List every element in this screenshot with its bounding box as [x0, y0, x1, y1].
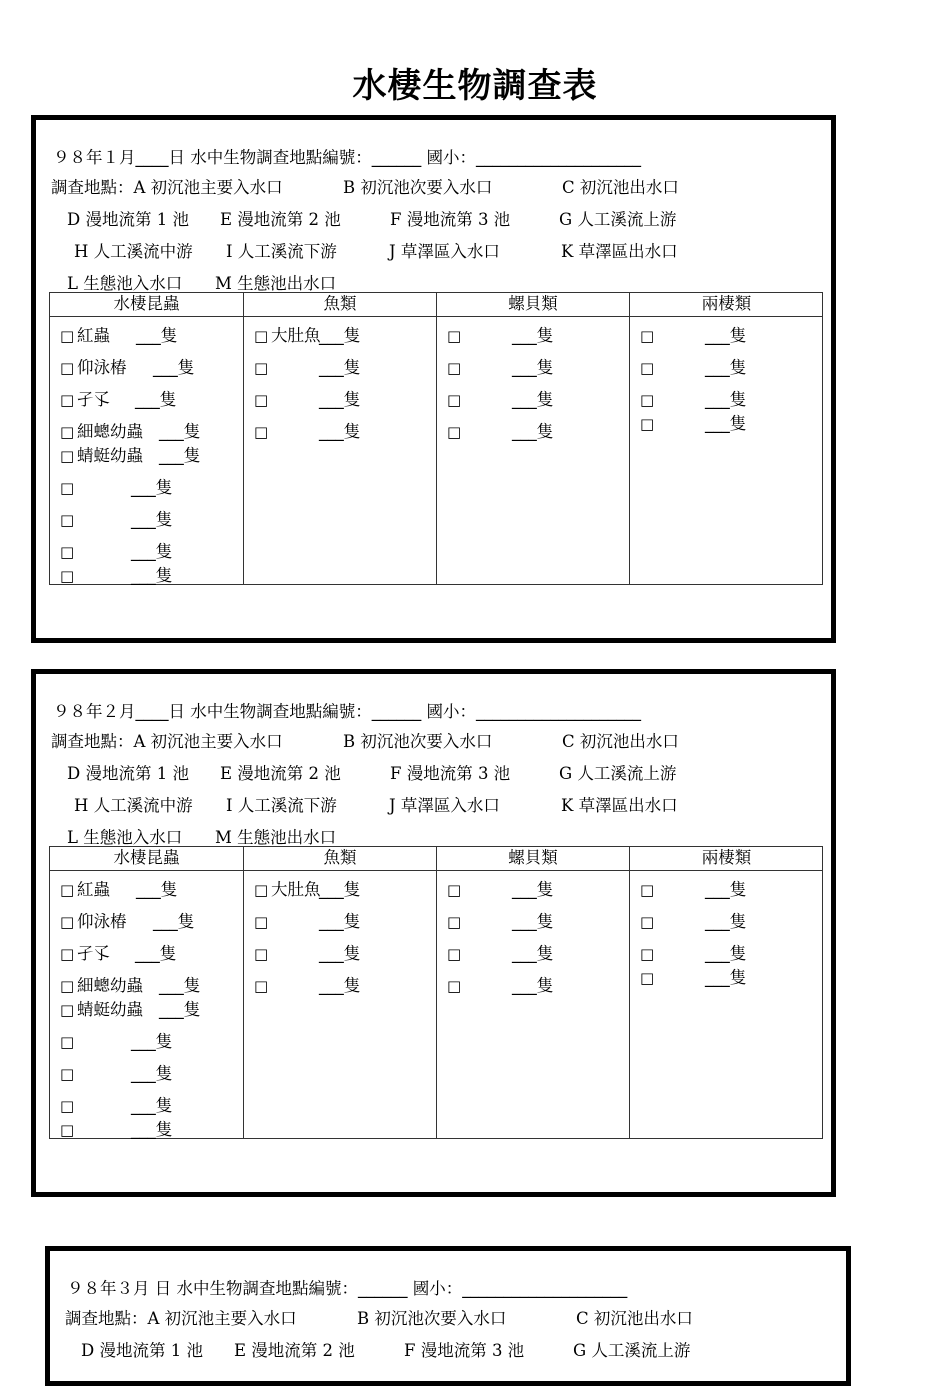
location-option: L 生態池入水口: [67, 274, 183, 293]
checkbox[interactable]: □: [254, 945, 269, 963]
table-row[interactable]: [60, 879, 239, 901]
checkbox[interactable]: □: [640, 945, 655, 963]
table-row[interactable]: [640, 325, 819, 347]
location-option: 調查地點：A 初沉池主要入水口: [51, 732, 283, 751]
table-row[interactable]: [60, 1063, 239, 1085]
count-blank[interactable]: ___隻: [131, 566, 173, 585]
table-row[interactable]: [60, 999, 239, 1021]
count-blank[interactable]: ___隻: [512, 390, 554, 409]
checkbox[interactable]: □: [254, 913, 269, 931]
location-option: B 初沉池次要入水口: [357, 1309, 507, 1328]
count-blank[interactable]: ___隻: [705, 358, 747, 377]
checkbox[interactable]: □: [447, 945, 462, 963]
count-blank[interactable]: ___隻: [705, 390, 747, 409]
count-blank[interactable]: ___隻: [705, 326, 747, 345]
checkbox[interactable]: □: [640, 327, 655, 345]
checkbox[interactable]: □: [447, 881, 462, 899]
table-row[interactable]: [254, 975, 432, 997]
species-count-table: [49, 292, 823, 585]
count-blank[interactable]: ___隻: [319, 880, 361, 899]
checkbox[interactable]: □: [60, 1121, 75, 1139]
count-blank[interactable]: ___隻: [319, 422, 361, 441]
table-row[interactable]: [60, 565, 239, 587]
table-row[interactable]: [640, 413, 819, 435]
checkbox[interactable]: □: [60, 447, 75, 465]
date-location-line[interactable]: ９８年１月____日 水中生物調查地點編號：______ 國小：____________________: [53, 148, 641, 167]
species-label: 大肚魚: [271, 880, 321, 899]
count-blank[interactable]: ___隻: [705, 414, 747, 433]
table-row[interactable]: [60, 1095, 239, 1117]
checkbox[interactable]: □: [60, 567, 75, 585]
table-column: [50, 847, 243, 1138]
table-row[interactable]: [254, 943, 432, 965]
species-count-table: [49, 846, 823, 1139]
location-option: E 漫地流第 2 池: [234, 1341, 355, 1360]
species-label: 蜻蜓幼蟲: [77, 1000, 143, 1019]
checkbox[interactable]: □: [254, 327, 269, 345]
table-row[interactable]: [60, 477, 239, 499]
table-row[interactable]: [60, 509, 239, 531]
location-option: 調查地點：A 初沉池主要入水口: [51, 178, 283, 197]
species-label: 孑孓: [77, 390, 110, 409]
checkbox[interactable]: □: [60, 511, 75, 529]
checkbox[interactable]: □: [447, 327, 462, 345]
checkbox[interactable]: □: [640, 913, 655, 931]
checkbox[interactable]: □: [640, 969, 655, 987]
location-option: B 初沉池次要入水口: [343, 732, 493, 751]
count-blank[interactable]: ___隻: [159, 976, 201, 995]
location-option: D 漫地流第 1 池: [67, 764, 189, 783]
location-option: K 草澤區出水口: [561, 242, 678, 261]
location-option: E 漫地流第 2 池: [220, 210, 341, 229]
table-row[interactable]: [60, 975, 239, 997]
location-option: D 漫地流第 1 池: [67, 210, 189, 229]
location-option: C 初沉池出水口: [562, 178, 679, 197]
count-blank[interactable]: ___隻: [319, 390, 361, 409]
column-header: 水棲昆蟲: [50, 847, 243, 871]
location-option: F 漫地流第 3 池: [390, 764, 511, 783]
location-option: I 人工溪流下游: [226, 242, 337, 261]
date-location-line[interactable]: ９８年３月 日 水中生物調查地點編號：______ 國小：____________________: [67, 1279, 628, 1298]
count-blank[interactable]: ___隻: [705, 880, 747, 899]
survey-form-2: [31, 669, 836, 1197]
checkbox[interactable]: □: [447, 977, 462, 995]
column-header: 水棲昆蟲: [50, 293, 243, 317]
count-blank[interactable]: ___隻: [319, 358, 361, 377]
checkbox[interactable]: □: [60, 479, 75, 497]
checkbox[interactable]: □: [60, 1065, 75, 1083]
species-label: 紅蟲: [77, 326, 110, 345]
table-row[interactable]: [640, 967, 819, 989]
checkbox[interactable]: □: [254, 423, 269, 441]
table-row[interactable]: [254, 911, 432, 933]
count-blank[interactable]: ___隻: [705, 944, 747, 963]
table-row[interactable]: [60, 911, 239, 933]
checkbox[interactable]: □: [60, 391, 75, 409]
table-row[interactable]: [447, 975, 625, 997]
checkbox[interactable]: □: [60, 913, 75, 931]
count-blank[interactable]: ___隻: [131, 510, 173, 529]
checkbox[interactable]: □: [640, 391, 655, 409]
species-label: 大肚魚: [271, 326, 321, 345]
species-label: 蜻蜓幼蟲: [77, 446, 143, 465]
location-option: B 初沉池次要入水口: [343, 178, 493, 197]
table-row[interactable]: [447, 325, 625, 347]
location-option: M 生態池出水口: [215, 274, 337, 293]
column-header: 螺貝類: [437, 847, 629, 871]
location-option: C 初沉池出水口: [576, 1309, 693, 1328]
checkbox[interactable]: □: [254, 881, 269, 899]
table-row[interactable]: [447, 389, 625, 411]
location-option: K 草澤區出水口: [561, 796, 678, 815]
location-option: H 人工溪流中游: [74, 796, 193, 815]
table-row[interactable]: [447, 879, 625, 901]
table-row[interactable]: [640, 879, 819, 901]
species-label: 紅蟲: [77, 880, 110, 899]
count-blank[interactable]: ___隻: [512, 912, 554, 931]
count-blank[interactable]: ___隻: [512, 880, 554, 899]
page-title: 水棲生物調查表: [352, 66, 598, 106]
checkbox[interactable]: □: [254, 359, 269, 377]
checkbox[interactable]: □: [60, 423, 75, 441]
column-header: 魚類: [244, 293, 436, 317]
count-blank[interactable]: ___隻: [153, 912, 195, 931]
count-blank[interactable]: ___隻: [512, 976, 554, 995]
table-row[interactable]: [254, 879, 432, 901]
count-blank[interactable]: ___隻: [136, 880, 178, 899]
table-row[interactable]: [447, 943, 625, 965]
table-row[interactable]: [60, 943, 239, 965]
count-blank[interactable]: ___隻: [135, 944, 177, 963]
species-label: 仰泳椿: [77, 358, 127, 377]
table-column: [629, 847, 823, 1138]
table-row[interactable]: [60, 445, 239, 467]
count-blank[interactable]: ___隻: [512, 358, 554, 377]
checkbox[interactable]: □: [60, 977, 75, 995]
checkbox[interactable]: □: [640, 881, 655, 899]
count-blank[interactable]: ___隻: [705, 968, 747, 987]
table-column: [243, 293, 436, 584]
species-label: 孑孓: [77, 944, 110, 963]
table-row[interactable]: [60, 357, 239, 379]
location-option: 調查地點：A 初沉池主要入水口: [65, 1309, 297, 1328]
column-header: 魚類: [244, 847, 436, 871]
table-column: [629, 293, 823, 584]
location-option: G 人工溪流上游: [559, 210, 677, 229]
checkbox[interactable]: □: [60, 1033, 75, 1051]
count-blank[interactable]: ___隻: [131, 1120, 173, 1139]
checkbox[interactable]: □: [447, 391, 462, 409]
checkbox[interactable]: □: [60, 1097, 75, 1115]
count-blank[interactable]: ___隻: [136, 326, 178, 345]
checkbox[interactable]: □: [60, 327, 75, 345]
location-option: F 漫地流第 3 池: [404, 1341, 525, 1360]
table-row[interactable]: [60, 389, 239, 411]
checkbox[interactable]: □: [447, 359, 462, 377]
species-label: 仰泳椿: [77, 912, 127, 931]
count-blank[interactable]: ___隻: [159, 446, 201, 465]
checkbox[interactable]: □: [254, 977, 269, 995]
survey-form-1: [31, 115, 836, 643]
location-option: H 人工溪流中游: [74, 242, 193, 261]
count-blank[interactable]: ___隻: [131, 1032, 173, 1051]
table-column: [50, 293, 243, 584]
location-option: L 生態池入水口: [67, 828, 183, 847]
date-location-line[interactable]: ９８年２月____日 水中生物調查地點編號：______ 國小：____________________: [53, 702, 641, 721]
table-row[interactable]: [60, 1031, 239, 1053]
count-blank[interactable]: ___隻: [131, 478, 173, 497]
table-column: [436, 847, 629, 1138]
checkbox[interactable]: □: [60, 543, 75, 561]
column-header: 螺貝類: [437, 293, 629, 317]
column-header: 兩棲類: [630, 293, 823, 317]
checkbox[interactable]: □: [60, 881, 75, 899]
location-option: G 人工溪流上游: [573, 1341, 691, 1360]
count-blank[interactable]: ___隻: [159, 422, 201, 441]
location-option: J 草澤區入水口: [389, 796, 500, 815]
checkbox[interactable]: □: [447, 423, 462, 441]
count-blank[interactable]: ___隻: [512, 422, 554, 441]
count-blank[interactable]: ___隻: [319, 976, 361, 995]
location-option: D 漫地流第 1 池: [81, 1341, 203, 1360]
table-row[interactable]: [254, 389, 432, 411]
table-row[interactable]: [640, 911, 819, 933]
table-column: [436, 293, 629, 584]
location-option: F 漫地流第 3 池: [390, 210, 511, 229]
table-row[interactable]: [640, 943, 819, 965]
location-option: E 漫地流第 2 池: [220, 764, 341, 783]
table-row[interactable]: [254, 421, 432, 443]
table-row[interactable]: [254, 325, 432, 347]
count-blank[interactable]: ___隻: [131, 1064, 173, 1083]
table-row[interactable]: [60, 421, 239, 443]
table-row[interactable]: [640, 389, 819, 411]
species-label: 細蟌幼蟲: [77, 422, 143, 441]
checkbox[interactable]: □: [254, 391, 269, 409]
count-blank[interactable]: ___隻: [159, 1000, 201, 1019]
count-blank[interactable]: ___隻: [131, 542, 173, 561]
count-blank[interactable]: ___隻: [512, 944, 554, 963]
location-option: G 人工溪流上游: [559, 764, 677, 783]
count-blank[interactable]: ___隻: [131, 1096, 173, 1115]
count-blank[interactable]: ___隻: [319, 912, 361, 931]
table-row[interactable]: [447, 421, 625, 443]
survey-form-3: [45, 1246, 851, 1386]
species-label: 細蟌幼蟲: [77, 976, 143, 995]
checkbox[interactable]: □: [60, 1001, 75, 1019]
table-row[interactable]: [447, 911, 625, 933]
table-row[interactable]: [60, 325, 239, 347]
count-blank[interactable]: ___隻: [512, 326, 554, 345]
checkbox[interactable]: □: [60, 945, 75, 963]
table-row[interactable]: [60, 1119, 239, 1141]
checkbox[interactable]: □: [640, 359, 655, 377]
checkbox[interactable]: □: [640, 415, 655, 433]
table-column: [243, 847, 436, 1138]
count-blank[interactable]: ___隻: [135, 390, 177, 409]
count-blank[interactable]: ___隻: [319, 326, 361, 345]
checkbox[interactable]: □: [60, 359, 75, 377]
count-blank[interactable]: ___隻: [319, 944, 361, 963]
checkbox[interactable]: □: [447, 913, 462, 931]
location-option: I 人工溪流下游: [226, 796, 337, 815]
location-option: J 草澤區入水口: [389, 242, 500, 261]
table-row[interactable]: [447, 357, 625, 379]
count-blank[interactable]: ___隻: [153, 358, 195, 377]
location-option: C 初沉池出水口: [562, 732, 679, 751]
column-header: 兩棲類: [630, 847, 823, 871]
table-row[interactable]: [640, 357, 819, 379]
count-blank[interactable]: ___隻: [705, 912, 747, 931]
location-option: M 生態池出水口: [215, 828, 337, 847]
table-row[interactable]: [254, 357, 432, 379]
table-row[interactable]: [60, 541, 239, 563]
